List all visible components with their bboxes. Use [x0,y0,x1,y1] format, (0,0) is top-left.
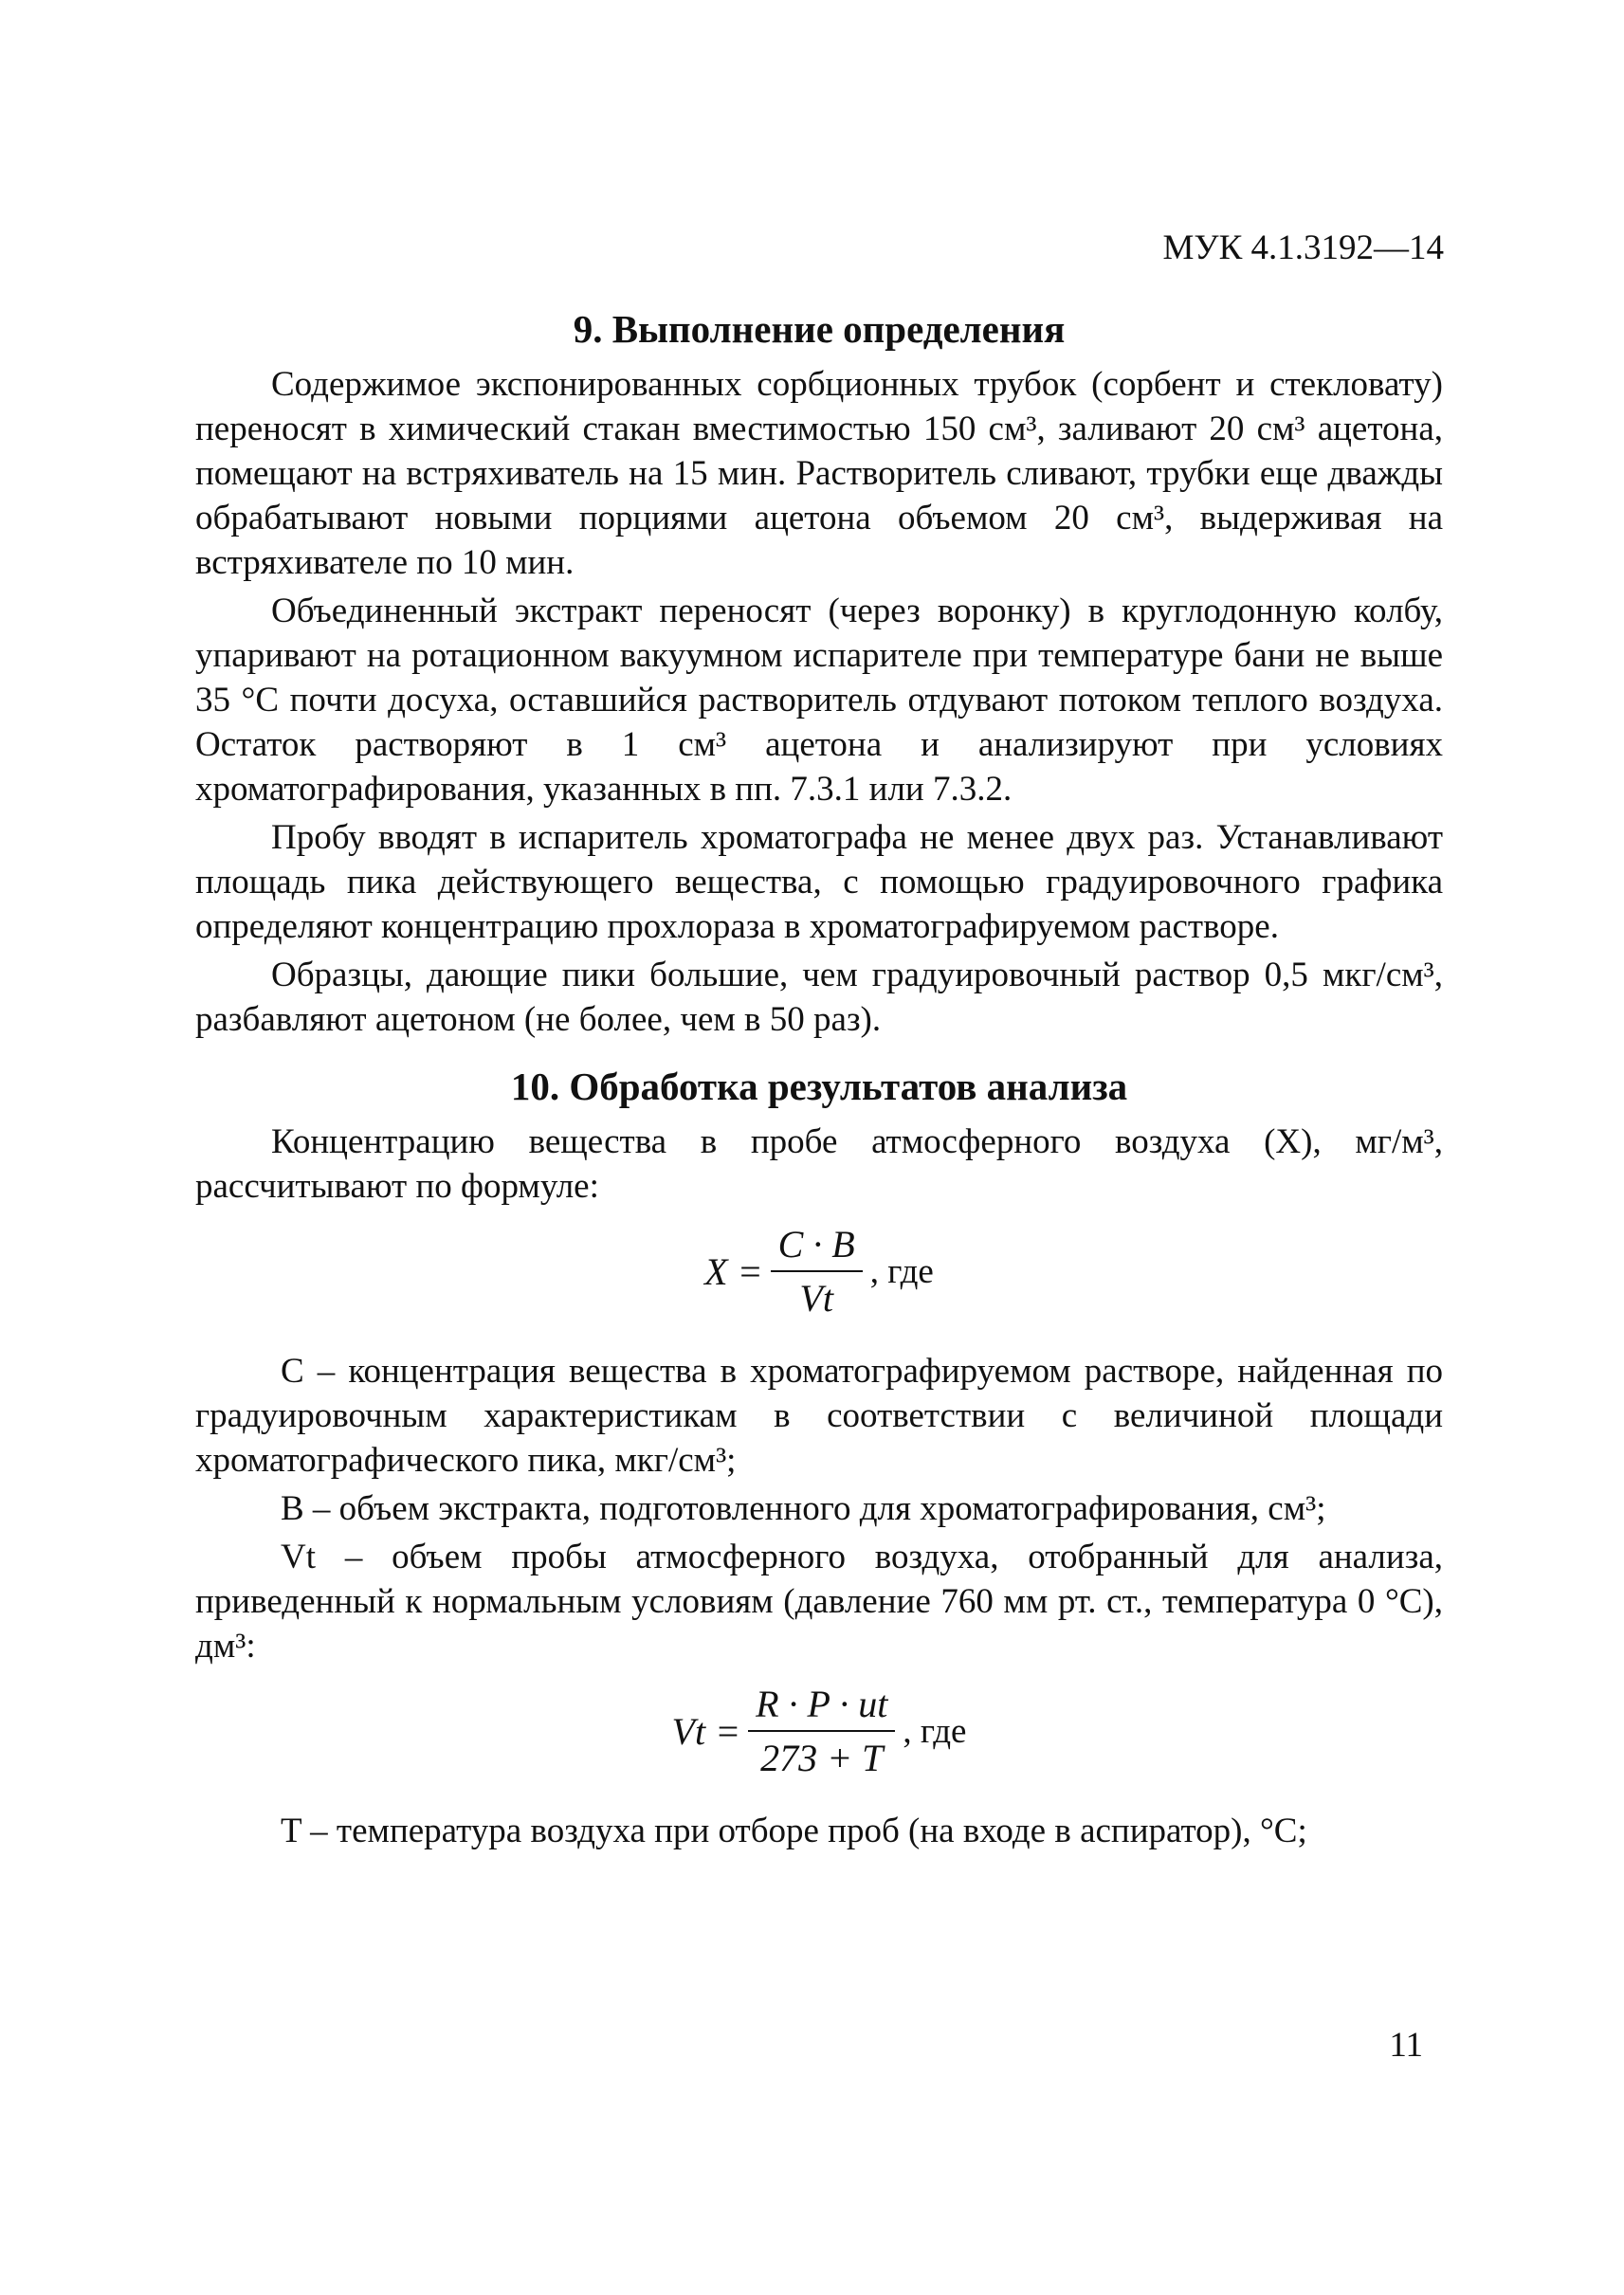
paragraph: Объединенный экстракт переносят (через воронку) в круглодонную колбу, упаривают на ротационном вакуумном испарителе при температуре бани не выше 35 °С почти досуха, оставшийся растворитель отдувают потоком теплого воздуха. Остаток растворяют в 1 см³ ацетона и анализируют при условиях хроматографирования, указанных в пп. 7.3.1 или 7.3.2. [195,592,1443,809]
fraction-numerator: C · B [771,1222,863,1272]
section-10-title: 10. Обработка результатов анализа [510,1065,1128,1108]
paragraph: Образцы, дающие пики большие, чем градуировочный раствор 0,5 мкг/см³, разбавляют ацетоном (не более, чем в 50 раз). [195,956,1443,1039]
formula-vt [195,1682,1443,1780]
variable-definition: Vt – объем пробы атмосферного воздуха, отобранный для анализа, приведенный к нормальным условиям (давление 760 мм рт. ст., температура 0 °С), дм³: [195,1538,1443,1666]
paragraph: Концентрацию вещества в пробе атмосферного воздуха (X), мг/м³, рассчитывают по формуле: [195,1122,1443,1206]
fraction [771,1222,863,1321]
formula-tail: , где [903,1711,967,1751]
section-9-title: 9. Выполнение определения [573,307,1066,351]
page-number: 11 [1389,2026,1423,2065]
document-code: МУК 4.1.3192—14 [1162,228,1444,267]
formula-x [195,1222,1443,1321]
variable-definition: T – температура воздуха при отборе проб (на входе в аспиратор), °С; [281,1812,1307,1850]
variable-definition: C – концентрация вещества в хроматографируемом растворе, найденная по градуировочным характеристикам в соответствии с величиной площади хроматографического пика, мкг/см³; [195,1352,1443,1480]
fraction [748,1682,895,1780]
fraction-denominator: 273 + T [760,1737,884,1779]
fraction-denominator: Vt [799,1277,833,1320]
page-content [195,301,1443,1857]
formula-lhs: Vt = [671,1709,741,1753]
paragraph: Содержимое экспонированных сорбционных трубок (сорбент и стекловату) переносят в химический стакан вместимостью 150 см³, заливают 20 см³ ацетона, помещают на встряхиватель на 15 мин. Растворитель сливают, трубки еще дважды обрабатывают новыми порциями ацетона объемом 20 см³, выдерживая на встряхивателе по 10 мин. [195,365,1443,582]
fraction-numerator: R · P · ut [748,1682,895,1732]
paragraph: Пробу вводят в испаритель хроматографа не менее двух раз. Устанавливают площадь пика действующего вещества, с помощью градуировочного графика определяют концентрацию прохлораза в хроматографируемом растворе. [195,818,1443,946]
variable-definition: B – объем экстракта, подготовленного для хроматографирования, см³; [281,1489,1326,1528]
formula-tail: , где [869,1251,934,1291]
formula-lhs: X = [704,1249,763,1293]
